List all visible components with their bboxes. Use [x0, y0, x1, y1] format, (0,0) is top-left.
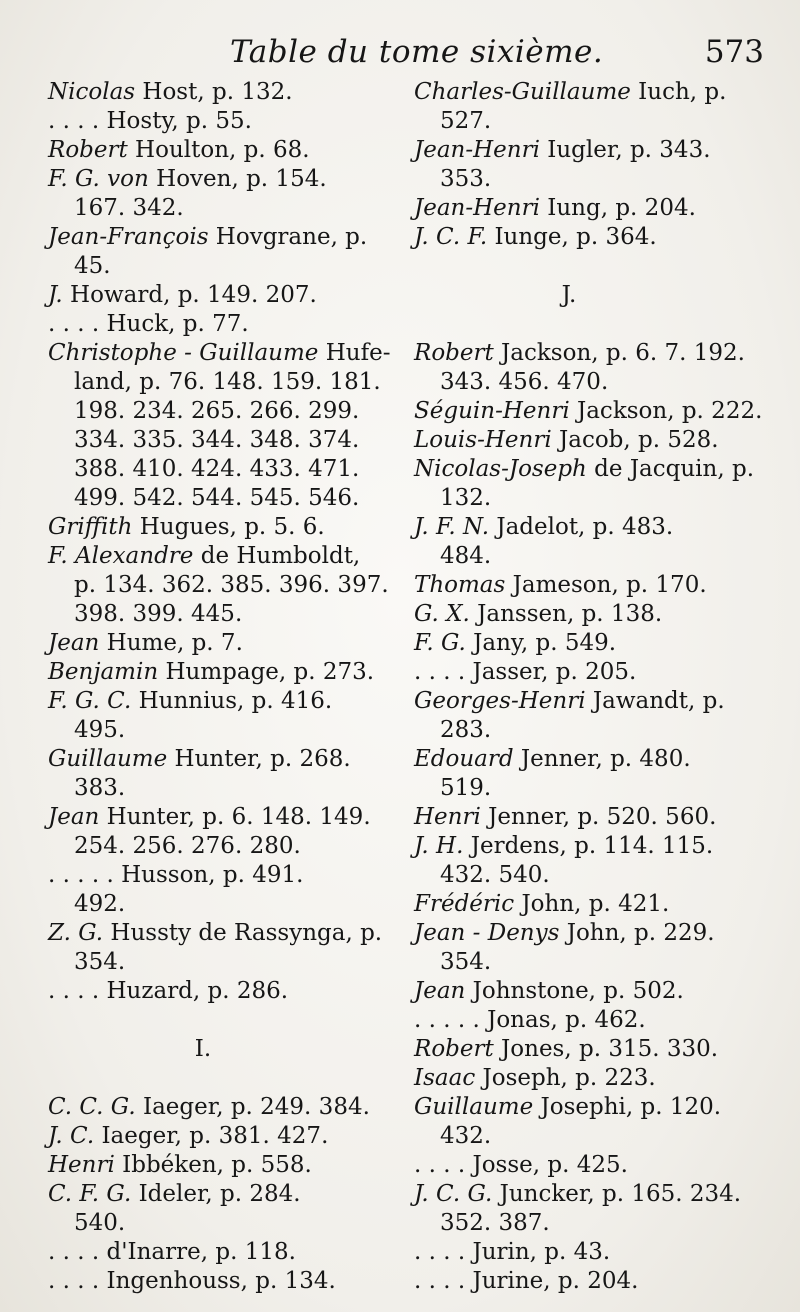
index-entry-continuation — [48, 426, 398, 455]
index-entry — [414, 455, 764, 484]
index-entry — [414, 1238, 764, 1267]
entry-text: 353. — [440, 166, 492, 192]
index-entry — [48, 745, 398, 774]
entry-text: Janssen, p. 138. — [469, 601, 663, 627]
entry-text: de Humboldt, — [193, 543, 361, 569]
entry-text: . . . . Ingenhouss, p. 134. — [48, 1268, 336, 1294]
entry-text: 283. — [440, 717, 492, 743]
given-name: Louis-Henri — [414, 427, 552, 453]
index-entry — [414, 223, 764, 252]
index-entry — [48, 803, 398, 832]
given-name: F. G. — [414, 630, 466, 656]
entry-text: Josephi, p. 120. — [533, 1094, 722, 1120]
index-entry-continuation — [414, 368, 764, 397]
section-letter: I. — [194, 1036, 212, 1062]
entry-text: 432. 540. — [440, 862, 550, 888]
entry-text: 398. 399. 445. — [74, 601, 243, 627]
index-entry-continuation — [414, 774, 764, 803]
index-entry-continuation — [48, 832, 398, 861]
entry-text: p. 134. 362. 385. 396. 397. — [74, 572, 389, 598]
running-title: Table du tome sixième. — [230, 34, 604, 70]
index-entry-continuation — [48, 194, 398, 223]
index-entry — [48, 310, 398, 339]
blank-line — [414, 310, 764, 339]
index-entry — [48, 658, 398, 687]
index-entry — [48, 136, 398, 165]
entry-text: 352. 387. — [440, 1210, 550, 1236]
entry-text: 432. — [440, 1123, 492, 1149]
blank-line — [414, 252, 764, 281]
entry-text: Ibbéken, p. 558. — [114, 1152, 312, 1178]
given-name: Henri — [48, 1152, 115, 1178]
entry-text: Iunge, p. 364. — [487, 224, 657, 250]
index-entry-continuation — [48, 716, 398, 745]
entry-text: 254. 256. 276. 280. — [74, 833, 301, 859]
index-entry — [414, 1151, 764, 1180]
entry-text: Iuch, p. — [630, 79, 727, 105]
entry-text: John, p. 421. — [514, 891, 670, 917]
entry-text: Johnstone, p. 502. — [465, 978, 684, 1004]
given-name: Jean — [48, 804, 100, 830]
entry-text: Hussty de Rassynga, p. — [103, 920, 383, 946]
entry-text: Jackson, p. 6. 7. 192. — [493, 340, 745, 366]
index-entry — [414, 629, 764, 658]
index-entry — [414, 397, 764, 426]
index-entry-continuation — [414, 948, 764, 977]
given-name: F. G. von — [48, 166, 149, 192]
index-entry-continuation — [48, 774, 398, 803]
index-entry — [48, 629, 398, 658]
given-name: Jean-Henri — [414, 195, 540, 221]
index-entry-continuation — [414, 1122, 764, 1151]
index-entry — [414, 78, 764, 107]
given-name: Guillaume — [48, 746, 168, 772]
entry-text: 499. 542. 544. 545. 546. — [74, 485, 360, 511]
index-entry — [48, 687, 398, 716]
blank-line — [48, 1006, 398, 1035]
given-name: F. Alexandre — [48, 543, 194, 569]
index-entry-continuation — [414, 861, 764, 890]
index-entry — [48, 513, 398, 542]
index-entry-continuation — [48, 252, 398, 281]
index-entry — [48, 1151, 398, 1180]
entry-text: Jenner, p. 520. 560. — [480, 804, 717, 830]
given-name: Robert — [414, 340, 494, 366]
index-entry — [414, 687, 764, 716]
given-name: Charles-Guillaume — [414, 79, 631, 105]
index-entry-continuation — [48, 368, 398, 397]
entry-text: Howard, p. 149. 207. — [62, 282, 317, 308]
index-entry — [48, 542, 398, 571]
index-entry — [414, 1006, 764, 1035]
given-name: J. F. N. — [414, 514, 490, 540]
given-name: C. C. G. — [48, 1094, 136, 1120]
entry-text: 132. — [440, 485, 492, 511]
index-entry-continuation — [48, 571, 398, 600]
index-entry — [414, 1035, 764, 1064]
entry-text: 527. — [440, 108, 492, 134]
entry-text: Humpage, p. 273. — [158, 659, 375, 685]
index-entry — [414, 803, 764, 832]
index-entry — [414, 1064, 764, 1093]
section-letter-heading — [414, 281, 764, 310]
entry-text: Jany, p. 549. — [465, 630, 617, 656]
index-entry-continuation — [48, 948, 398, 977]
blank-line — [48, 1064, 398, 1093]
given-name: Henri — [414, 804, 481, 830]
entry-text: Iung, p. 204. — [539, 195, 696, 221]
index-entry-continuation — [48, 397, 398, 426]
index-entry-continuation — [48, 455, 398, 484]
index-entry — [48, 1180, 398, 1209]
index-entry — [414, 426, 764, 455]
entry-text: 167. 342. — [74, 195, 184, 221]
given-name: Benjamin — [48, 659, 159, 685]
entry-text: 45. — [74, 253, 111, 279]
entry-text: Jerdens, p. 114. 115. — [463, 833, 714, 859]
entry-text: Hovgrane, p. — [208, 224, 368, 250]
given-name: F. G. C. — [48, 688, 132, 714]
page-header — [0, 30, 800, 76]
entry-text: Houlton, p. 68. — [127, 137, 310, 163]
entry-text: Host, p. 132. — [135, 79, 293, 105]
index-entry — [48, 165, 398, 194]
entry-text: . . . . Jurine, p. 204. — [414, 1268, 639, 1294]
entry-text: 492. — [74, 891, 126, 917]
given-name: Jean-François — [48, 224, 209, 250]
index-entry — [414, 1093, 764, 1122]
given-name: Jean — [414, 978, 466, 1004]
index-entry — [48, 78, 398, 107]
index-entry — [48, 861, 398, 890]
entry-text: . . . . . Jonas, p. 462. — [414, 1007, 646, 1033]
index-entry-continuation — [48, 600, 398, 629]
entry-text: Juncker, p. 165. 234. — [492, 1181, 742, 1207]
index-entry-continuation — [48, 1209, 398, 1238]
given-name: Frédéric — [414, 891, 515, 917]
entry-text: Iaeger, p. 381. 427. — [94, 1123, 329, 1149]
given-name: Nicolas — [48, 79, 136, 105]
given-name: Jean — [48, 630, 100, 656]
section-letter: J. — [561, 282, 577, 308]
given-name: Isaac — [414, 1065, 476, 1091]
index-entry — [48, 1267, 398, 1296]
index-entry-continuation — [414, 716, 764, 745]
entry-text: Hunter, p. 6. 148. 149. — [99, 804, 371, 830]
given-name: J. C. F. — [414, 224, 488, 250]
left-index-column — [48, 78, 398, 1296]
entry-text: land, p. 76. 148. 159. 181. — [74, 369, 381, 395]
given-name: J. H. — [414, 833, 464, 859]
section-letter-heading — [48, 1035, 398, 1064]
entry-text: Jacob, p. 528. — [551, 427, 719, 453]
entry-text: Jawandt, p. — [585, 688, 725, 714]
right-index-column — [414, 78, 764, 1296]
index-entry — [414, 194, 764, 223]
entry-text: Jameson, p. 170. — [505, 572, 707, 598]
entry-text: . . . . Hosty, p. 55. — [48, 108, 252, 134]
given-name: Christophe - Guillaume — [48, 340, 319, 366]
entry-text: . . . . . Husson, p. 491. — [48, 862, 304, 888]
entry-text: Iugler, p. 343. — [539, 137, 711, 163]
given-name: J. — [48, 282, 63, 308]
entry-text: . . . . Jurin, p. 43. — [414, 1239, 611, 1265]
entry-text: Hugues, p. 5. 6. — [132, 514, 325, 540]
entry-text: Iaeger, p. 249. 384. — [135, 1094, 370, 1120]
index-entry — [414, 832, 764, 861]
given-name: Jean - Denys — [414, 920, 560, 946]
index-entry — [48, 107, 398, 136]
entry-text: Hoven, p. 154. — [148, 166, 327, 192]
entry-text: Hufe- — [318, 340, 391, 366]
given-name: Séguin-Henri — [414, 398, 570, 424]
entry-text: 354. — [440, 949, 492, 975]
entry-text: 198. 234. 265. 266. 299. — [74, 398, 360, 424]
entry-text: Hunnius, p. 416. — [131, 688, 333, 714]
entry-text: 484. — [440, 543, 492, 569]
entry-text: Jenner, p. 480. — [513, 746, 691, 772]
given-name: Georges-Henri — [414, 688, 586, 714]
index-entry — [48, 339, 398, 368]
index-entry — [414, 1267, 764, 1296]
index-entry — [414, 513, 764, 542]
entry-text: 388. 410. 424. 433. 471. — [74, 456, 360, 482]
given-name: Z. G. — [48, 920, 104, 946]
entry-text: 383. — [74, 775, 126, 801]
entry-text: 519. — [440, 775, 492, 801]
entry-text: Hume, p. 7. — [99, 630, 243, 656]
given-name: Jean-Henri — [414, 137, 540, 163]
page-number: 573 — [704, 34, 764, 70]
index-entry — [414, 977, 764, 1006]
index-entry — [48, 1093, 398, 1122]
index-entry — [48, 281, 398, 310]
index-entry — [414, 658, 764, 687]
index-entry — [414, 745, 764, 774]
index-entry-continuation — [48, 890, 398, 919]
given-name: Guillaume — [414, 1094, 534, 1120]
given-name: Thomas — [414, 572, 506, 598]
entry-text: 354. — [74, 949, 126, 975]
entry-text: . . . . Huck, p. 77. — [48, 311, 249, 337]
index-entry-continuation — [48, 484, 398, 513]
entry-text: Jackson, p. 222. — [569, 398, 763, 424]
given-name: G. X. — [414, 601, 470, 627]
index-entry-continuation — [414, 542, 764, 571]
index-entry — [48, 223, 398, 252]
index-entry-continuation — [414, 165, 764, 194]
entry-text: Joseph, p. 223. — [475, 1065, 656, 1091]
given-name: J. C. G. — [414, 1181, 493, 1207]
given-name: J. C. — [48, 1123, 95, 1149]
entry-text: 334. 335. 344. 348. 374. — [74, 427, 360, 453]
given-name: Robert — [414, 1036, 494, 1062]
entry-text: . . . . Huzard, p. 286. — [48, 978, 289, 1004]
entry-text: Hunter, p. 268. — [167, 746, 351, 772]
given-name: Nicolas-Joseph — [414, 456, 587, 482]
index-entry-continuation — [414, 107, 764, 136]
index-entry — [48, 919, 398, 948]
index-entry — [48, 1122, 398, 1151]
entry-text: de Jacquin, p. — [586, 456, 755, 482]
entry-text: Ideler, p. 284. — [131, 1181, 301, 1207]
index-entry — [414, 339, 764, 368]
entry-text: . . . . Jasser, p. 205. — [414, 659, 637, 685]
entry-text: Jones, p. 315. 330. — [493, 1036, 719, 1062]
entry-text: 540. — [74, 1210, 126, 1236]
entry-text: . . . . Josse, p. 425. — [414, 1152, 628, 1178]
entry-text: 343. 456. 470. — [440, 369, 609, 395]
index-entry — [414, 600, 764, 629]
index-entry — [48, 977, 398, 1006]
index-entry-continuation — [414, 484, 764, 513]
given-name: Edouard — [414, 746, 514, 772]
entry-text: Jadelot, p. 483. — [489, 514, 674, 540]
index-entry — [414, 919, 764, 948]
entry-text: John, p. 229. — [559, 920, 715, 946]
index-entry — [414, 571, 764, 600]
index-entry — [414, 136, 764, 165]
index-entry — [48, 1238, 398, 1267]
entry-text: . . . . d'Inarre, p. 118. — [48, 1239, 296, 1265]
index-entry — [414, 890, 764, 919]
entry-text: 495. — [74, 717, 126, 743]
given-name: Robert — [48, 137, 128, 163]
index-entry-continuation — [414, 1209, 764, 1238]
index-entry — [414, 1180, 764, 1209]
given-name: C. F. G. — [48, 1181, 132, 1207]
given-name: Griffith — [48, 514, 133, 540]
